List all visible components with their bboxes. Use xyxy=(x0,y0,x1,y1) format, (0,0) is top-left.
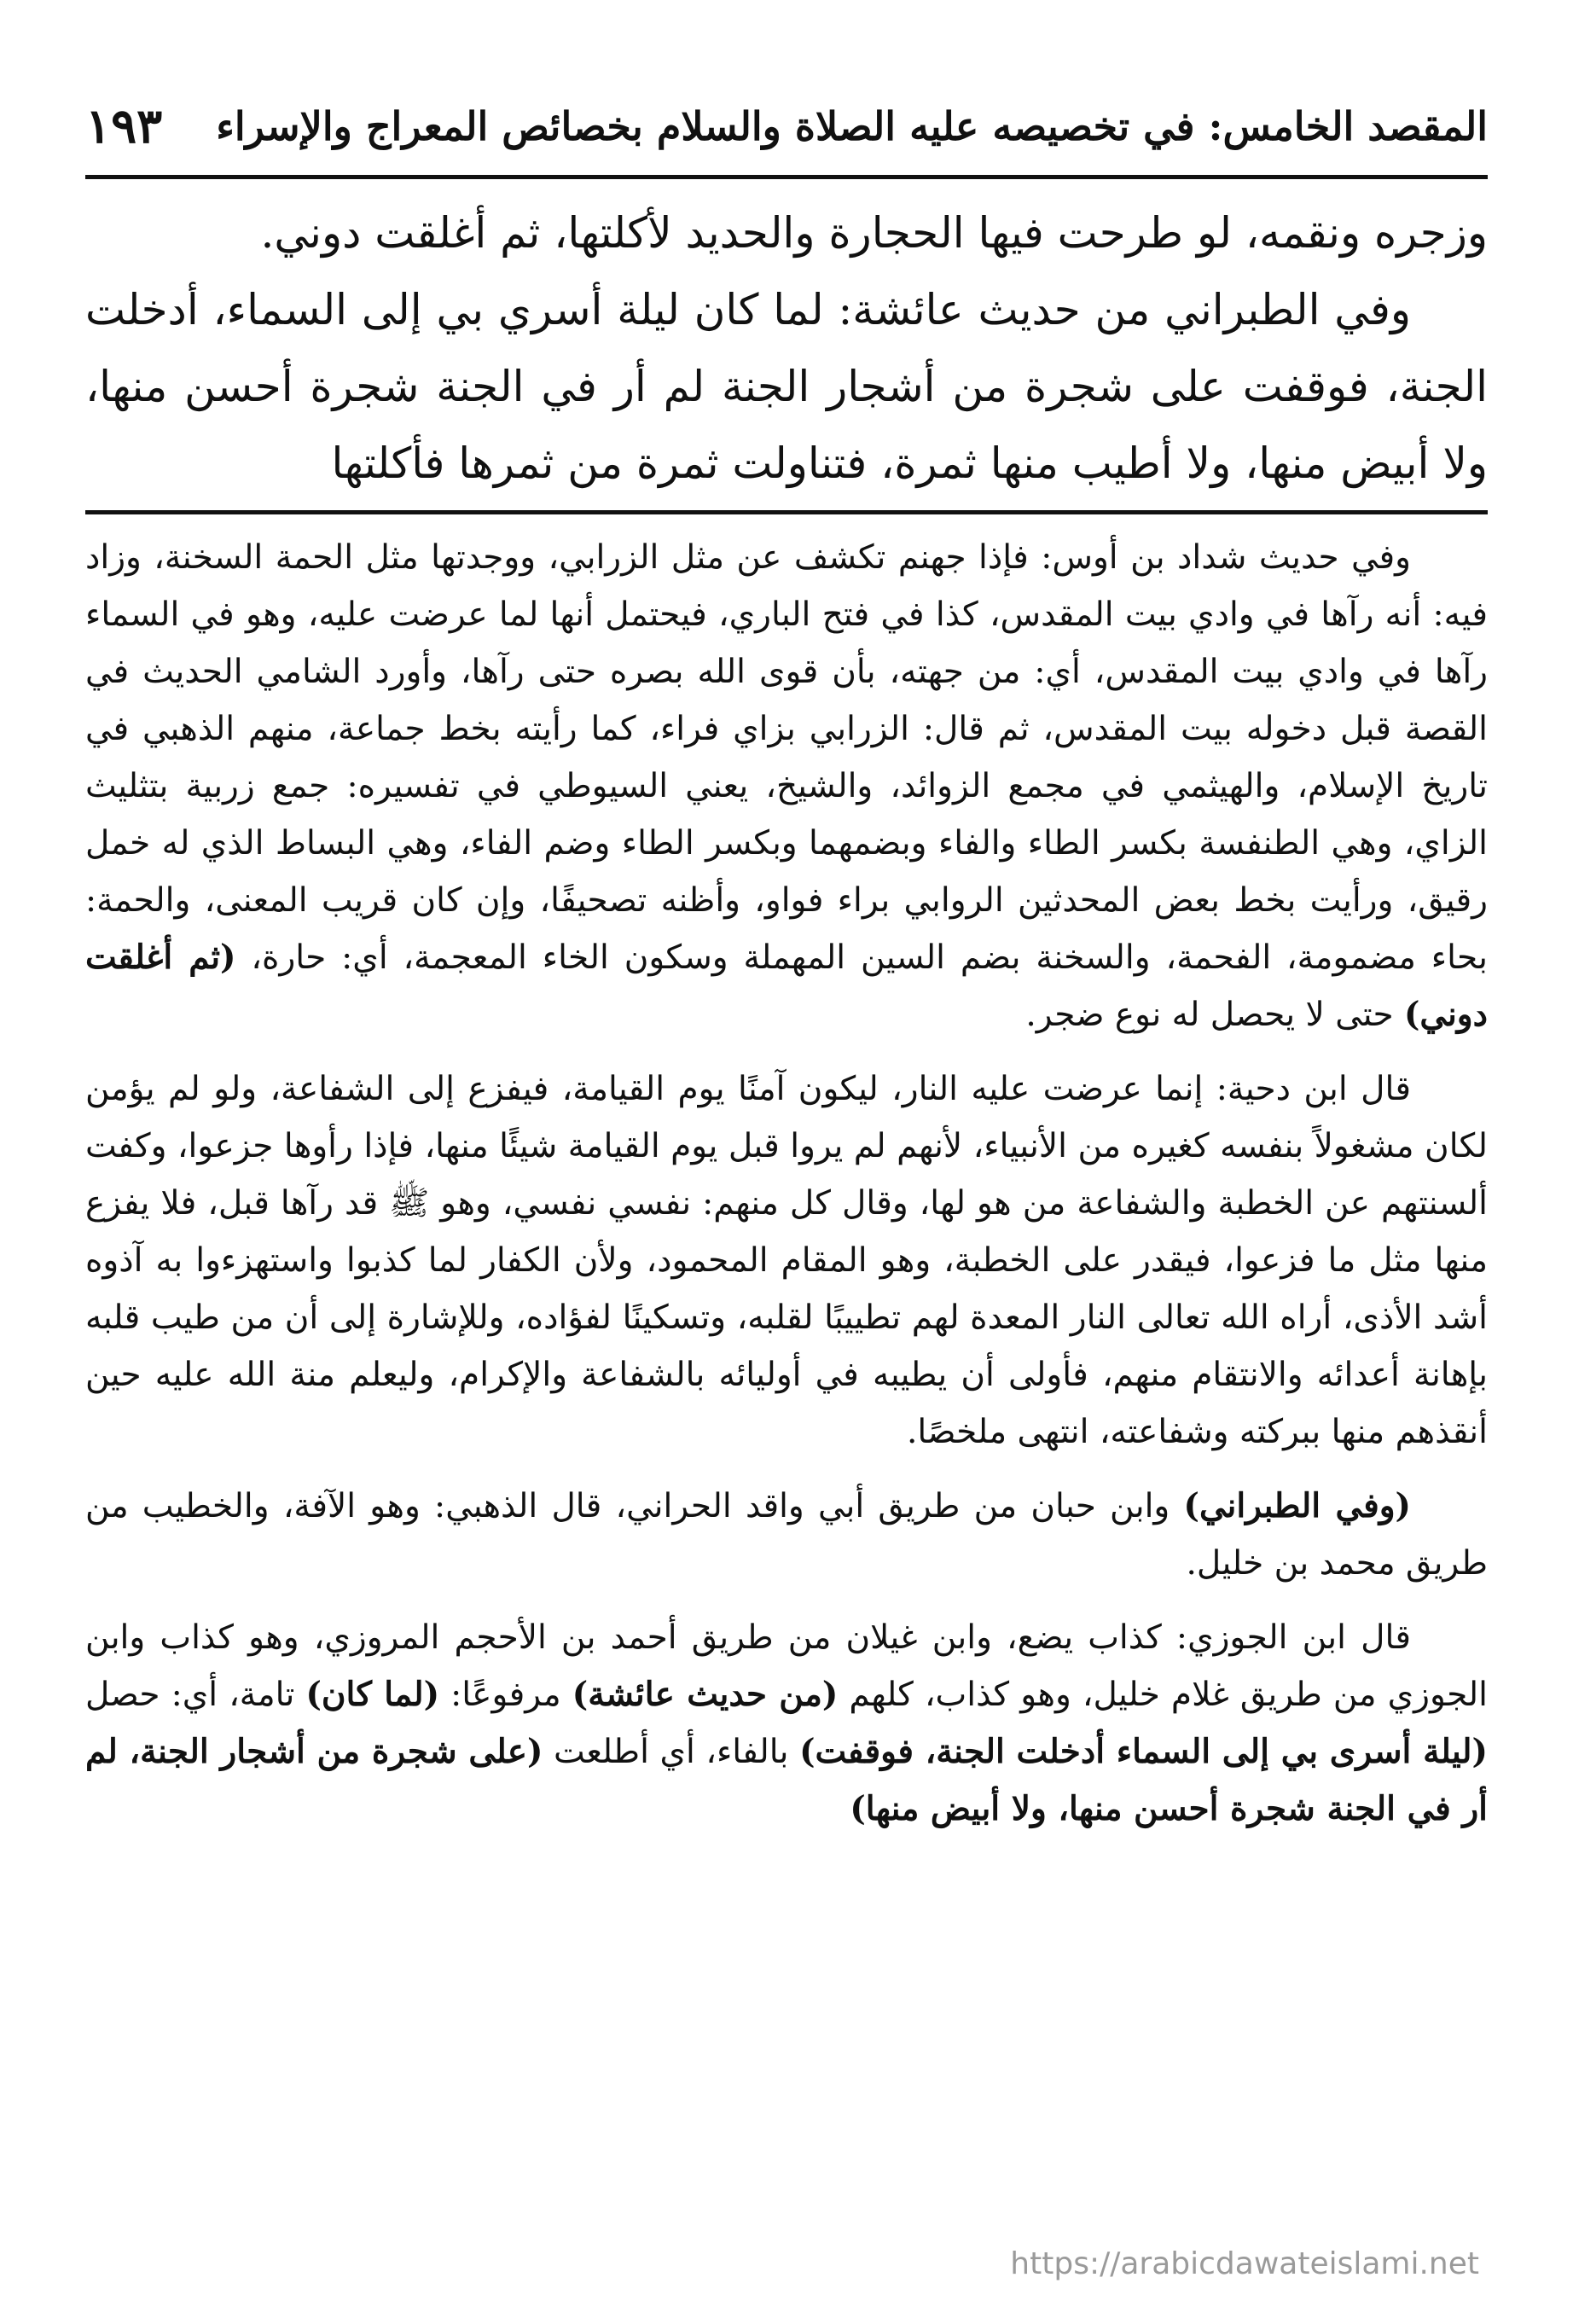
quoted-phrase: (لما كان) xyxy=(305,1675,440,1714)
commentary-text-run: تامة، أي: حصل xyxy=(85,1676,306,1714)
quoted-phrase: (من حديث عائشة) xyxy=(572,1675,839,1714)
commentary-text-run: وفي حديث شداد بن أوس: فإذا جهنم تكشف عن مثل الزرابي، ووجدتها مثل الحمة السخنة، وزاد فيه: أنه رآها في وادي بيت المقدس، كذا في فتح الباري، فيحتمل أنها لما عرضت عليه، وهو في السماء رآها في وادي بيت المقدس، أي: من جهته، بأن قوى الله بصره حتى رآها، وأورد الشامي الحديث في القصة قبل دخوله بيت المقدس، ثم قال: الزرابي بزاي فراء، كما رأيته بخط جماعة، منهم الذهبي في تاريخ الإسلام، والهيثمي في مجمع الزوائد، والشيخ، يعني السيوطي في تفسيره: جمع زربية بتثليث الزاي، وهي الطنفسة بكسر الطاء والفاء وبضمهما وبكسر الطاء وضم الفاء، وهي البساط الذي له خمل رقيق، ورأيت بخط بعض المحدثين الروابي براء فواو، وأظنه تصحيفًا، وإن كان قريب المعنى، والحمة: بحاء مضمومة، الفحمة، والسخنة بضم السين المهملة وسكون الخاء المعجمة، أي: حارة، xyxy=(85,538,1488,977)
quoted-phrase: (ليلة أسرى بي إلى السماء أدخلت الجنة، فوقفت) xyxy=(799,1732,1488,1771)
commentary-paragraph-2: قال ابن دحية: إنما عرضت عليه النار، ليكون آمنًا يوم القيامة، فيفزع إلى الشفاعة، ولو لم يؤمن لكان مشغولاً بنفسه كغيره من الأنبياء، لأنهم لم يروا قبل يوم القيامة شيئًا منها، فإذا رأوها جزعوا، وكفت ألسنتهم عن الخطبة والشفاعة من هو لها، وقال كل منهم: نفسي نفسي، وهو ﷺ قد رآها قبل، فلا يفزع منها مثل ما فزعوا، فيقدر على الخطبة، وهو المقام المحمود، ولأن الكفار لما كذبوا واستهزءوا به آذوه أشد الأذى، أراه الله تعالى النار المعدة لهم تطييبًا لقلبه، وتسكينًا لفؤاده، وللإشارة إلى أن من طيب قلبه بإهانة أعدائه والانتقام منهم، فأولى أن يطيبه في أوليائه بالشفاعة والإكرام، وليعلم منة الله عليه حين أنقذهم منها ببركته وشفاعته، انتهى ملخصًا. xyxy=(85,1070,1489,1451)
source-watermark: https://arabicdawateislami.net xyxy=(1010,2246,1479,2281)
commentary-text-run: قال ابن الجوزي: كذاب يضع، وابن غيلان من طريق أحمد بن الأحجم المروزي، وهو كذاب وابن الجوزي من طريق غلام خليل، وهو كذاب، كلهم xyxy=(85,1618,1488,1714)
quoted-phrase: (وفي الطبراني) xyxy=(1183,1486,1411,1525)
commentary-text xyxy=(85,529,1488,1855)
quoted-phrase: (على شجرة من أشجار الجنة، لم أر في الجنة شجرة أحسن منها، ولا أبيض منها) xyxy=(85,1732,1488,1828)
commentary-text-run: حتى لا يحصل له نوع ضجر. xyxy=(1025,996,1404,1034)
main-text xyxy=(85,195,1488,502)
main-paragraph-1: وزجره ونقمه، لو طرحت فيها الحجارة والحديد لأكلتها، ثم أغلقت دوني. xyxy=(260,208,1488,258)
commentary-paragraph-1 xyxy=(85,529,1488,1043)
quoted-phrase: (ثم أغلقت دوني) xyxy=(85,938,1488,1034)
page-number: ١٩٣ xyxy=(85,98,163,154)
commentary-text-run: مرفوعًا: xyxy=(439,1676,572,1714)
commentary-paragraph-4 xyxy=(85,1609,1488,1838)
main-paragraph-2: وفي الطبراني من حديث عائشة: لما كان ليلة أسري بي إلى السماء، أدخلت الجنة، فوقفت على شجرة من أشجار الجنة لم أر في الجنة شجرة أحسن منها، ولا أبيض منها، ولا أطيب منها ثمرة، فتناولت ثمرة من ثمرها فأكلتها xyxy=(85,285,1488,488)
commentary-divider xyxy=(85,510,1488,514)
header-divider xyxy=(85,175,1488,179)
commentary-paragraph-3 xyxy=(85,1478,1488,1592)
page-header xyxy=(85,92,1488,160)
commentary-text-run: وابن حبان من طريق أبي واقد الحراني، قال الذهبي: وهو الآفة، والخطيب من طريق محمد بن خليل. xyxy=(85,1487,1488,1583)
commentary-text-run: بالفاء، أي أطلعت xyxy=(543,1733,800,1771)
running-header-title: المقصد الخامس: في تخصيصه عليه الصلاة والسلام بخصائص المعراج والإسراء xyxy=(216,103,1488,149)
